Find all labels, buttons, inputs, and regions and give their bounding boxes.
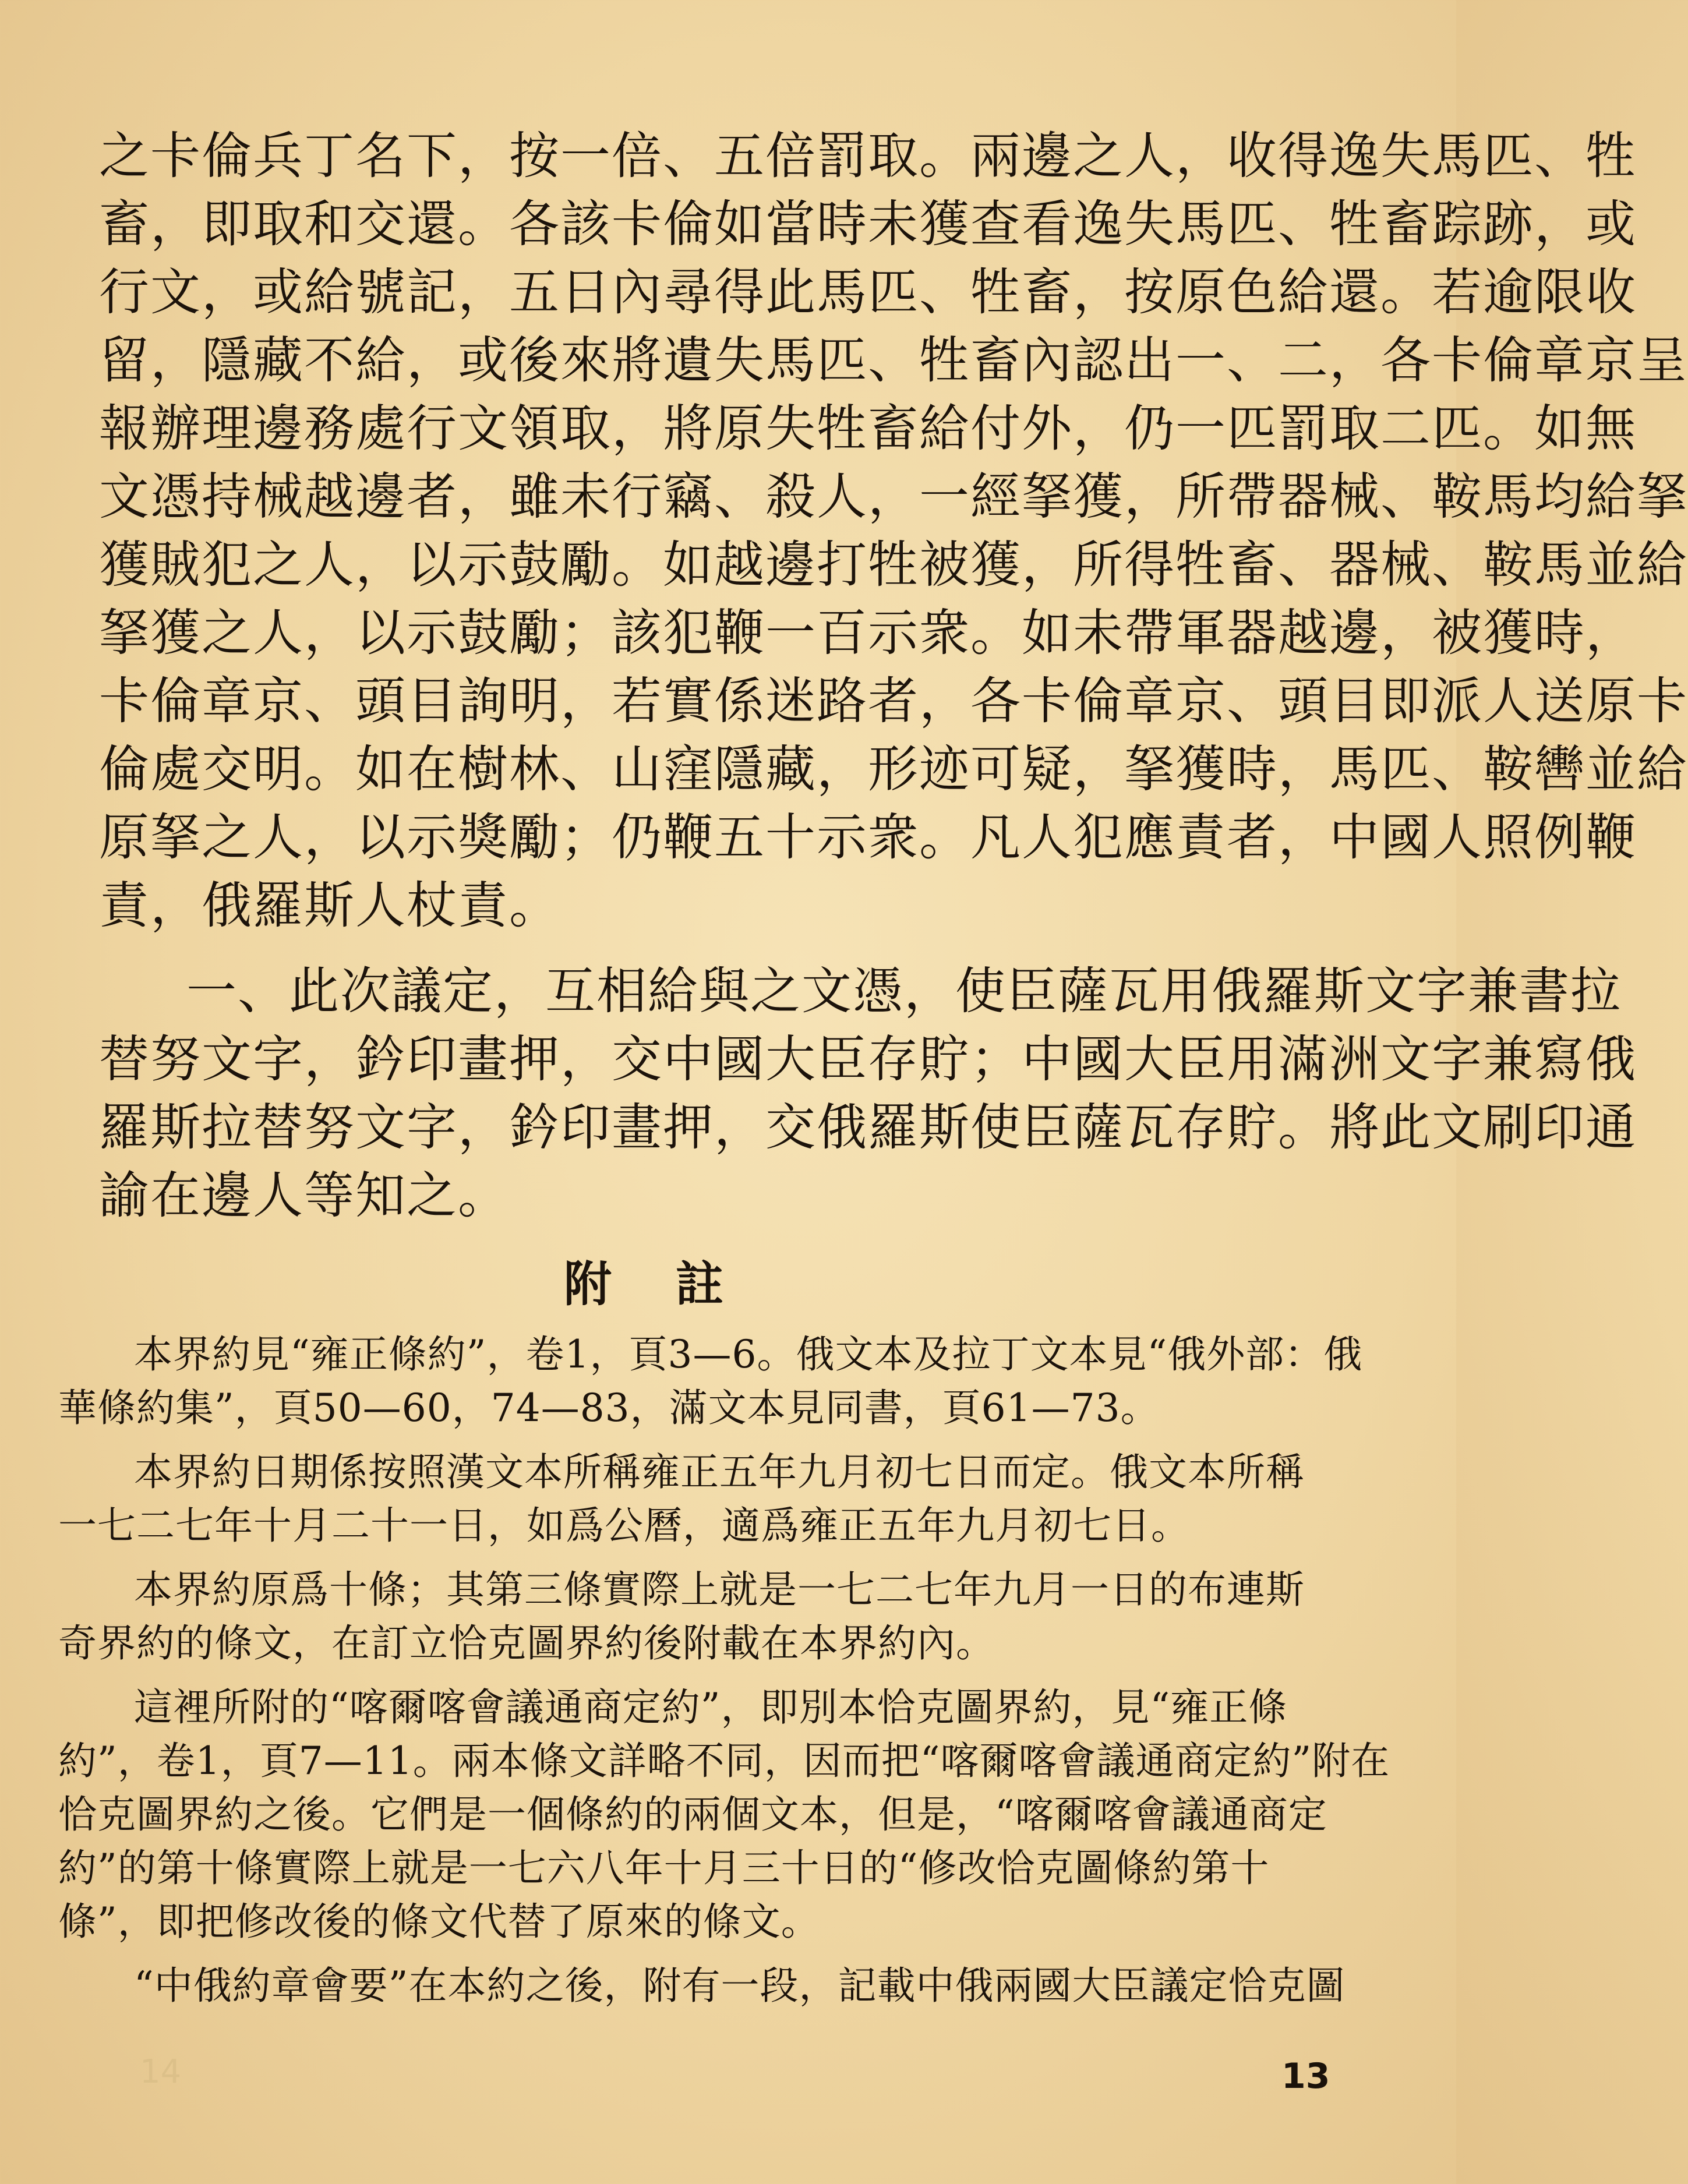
paragraph-spacer — [99, 940, 1386, 957]
paragraph-main — [99, 122, 1688, 940]
text-line: 行文，或給號記，五日內尋得此馬匹、牲畜，按原色給還。若逾限收 — [99, 263, 1637, 321]
note-line: 本界約日期係按照漢文本所稱雍正五年九月初七日而定。俄文本所稱 — [134, 1450, 1305, 1494]
text-line: 卡倫章京、頭目詢明，若實係迷路者，各卡倫章京、頭目即派人送原卡 — [99, 672, 1688, 730]
text-line: 諭在邊人等知之。 — [99, 1167, 509, 1225]
text-line: 一、此次議定，互相給與之文憑，使臣薩瓦用俄羅斯文字兼書拉 — [186, 962, 1622, 1020]
note-line: 本界約原爲十條；其第三條實際上就是一七二七年九月一日的布連斯 — [134, 1567, 1305, 1612]
note-paragraph — [58, 1328, 1363, 1435]
note-spacer — [58, 1670, 1363, 1681]
text-line: 原拏之人，以示獎勵；仍鞭五十示衆。凡人犯應責者，中國人照例鞭 — [99, 808, 1637, 867]
note-line: 約”，卷1，頁7—11。兩本條文詳略不同，因而把“喀爾喀會議通商定約”附在 — [58, 1738, 1390, 1783]
note-paragraph — [58, 1563, 1363, 1670]
text-line: 拏獲之人，以示鼓勵；該犯鞭一百示衆。如未帶軍器越邊，被獲時， — [99, 604, 1637, 662]
note-line: 恰克圖界約之後。它們是一個條約的兩個文本，但是，“喀爾喀會議通商定 — [58, 1792, 1327, 1837]
text-line: 獲賊犯之人，以示鼓勵。如越邊打牲被獲，所得牲畜、器械、鞍馬並給 — [99, 536, 1688, 594]
note-line: 條”，即把修改後的條文代替了原來的條文。 — [58, 1899, 820, 1944]
note-line: 本界約見“雍正條約”，卷1，頁3—6。俄文本及拉丁文本見“俄外部：俄 — [134, 1332, 1363, 1377]
note-line: 奇界約的條文，在訂立恰克圖界約後附載在本界約內。 — [58, 1621, 995, 1666]
note-line: 華條約集”，頁50—60，74—83，滿文本見同書，頁61—73。 — [58, 1386, 1160, 1430]
note-line: 一七二七年十月二十一日，如爲公曆，適爲雍正五年九月初七日。 — [58, 1503, 1190, 1548]
note-spacer — [58, 1949, 1363, 1959]
text-line: 文憑持械越邊者，雖未行竊、殺人，一經拏獲，所帶器械、鞍馬均給拏 — [99, 468, 1688, 526]
note-spacer — [58, 1435, 1363, 1446]
text-line: 羅斯拉替努文字，鈐印畫押，交俄羅斯使臣薩瓦存貯。將此文刷印通 — [99, 1098, 1637, 1157]
note-line: 這裡所附的“喀爾喀會議通商定約”，即別本恰克圖界約，見“雍正條 — [134, 1685, 1288, 1730]
note-spacer — [58, 1553, 1363, 1563]
text-line: 畜，即取和交還。各該卡倫如當時未獲查看逸失馬匹、牲畜踪跡，或 — [99, 195, 1637, 253]
note-line: “中俄約章會要”在本約之後，附有一段，記載中俄兩國大臣議定恰克圖 — [134, 1963, 1346, 2008]
note-paragraph — [58, 1446, 1363, 1553]
text-line: 之卡倫兵丁名下，按一倍、五倍罰取。兩邊之人，收得逸失馬匹、牲 — [99, 127, 1637, 185]
text-line: 報辦理邊務處行文領取，將原失牲畜給付外，仍一匹罰取二匹。如無 — [99, 400, 1637, 458]
text-line: 留，隱藏不給，或後來將遺失馬匹、牲畜內認出一、二，各卡倫章京呈 — [99, 331, 1688, 390]
bleed-through-page-number: 14 — [140, 2053, 182, 2091]
page-body — [99, 122, 1688, 1230]
page-number: 13 — [1281, 2056, 1330, 2097]
note-paragraph — [58, 1959, 1363, 2013]
paragraph-article — [99, 957, 1637, 1230]
text-line: 倫處交明。如在樹林、山窪隱藏，形迹可疑，拏獲時，馬匹、鞍轡並給 — [99, 740, 1688, 798]
text-line: 替努文字，鈐印畫押，交中國大臣存貯；中國大臣用滿洲文字兼寫俄 — [99, 1030, 1637, 1089]
notes-heading: 附註 — [563, 1257, 788, 1312]
notes-section — [58, 1328, 1390, 2013]
text-line: 責，俄羅斯人杖責。 — [99, 877, 560, 935]
note-paragraph — [58, 1681, 1390, 1949]
note-line: 約”的第十條實際上就是一七六八年十月三十日的“修改恰克圖條約第十 — [58, 1846, 1270, 1890]
